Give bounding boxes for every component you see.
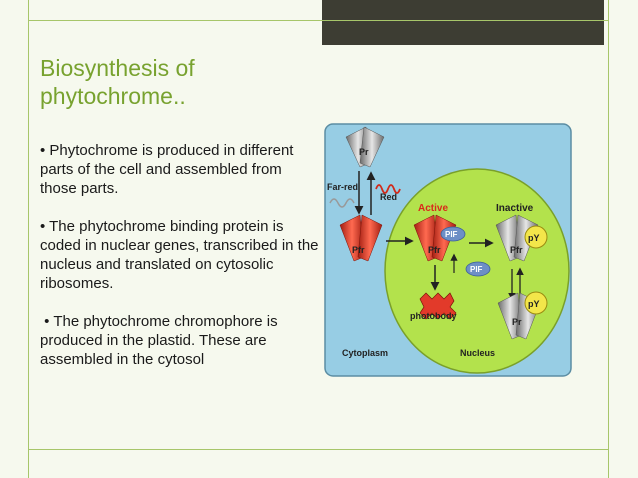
slide-title: Biosynthesis of phytochrome..	[40, 55, 195, 109]
pfr-mid-label: Pfr	[428, 245, 441, 255]
pr-bottom-label: Pr	[512, 317, 522, 327]
pfr-right-label: Pfr	[510, 245, 523, 255]
cytoplasm-label: Cytoplasm	[342, 348, 389, 358]
photobody-label: photobody	[410, 311, 457, 321]
nucleus-label: Nucleus	[460, 348, 496, 358]
slide-body	[40, 141, 320, 388]
red-label: Red	[380, 192, 398, 202]
phytochrome-diagram	[324, 123, 572, 377]
py-top-label: pY	[528, 233, 540, 243]
border-bottom	[28, 449, 608, 450]
pr-top-label: Pr	[359, 147, 369, 157]
pif-bottom-label: PIF	[470, 265, 483, 274]
border-left	[28, 0, 29, 478]
corner-decoration	[322, 0, 604, 45]
bullet-3: • The phytochrome chromophore is produced in the plastid. These are assembled in the cytosol	[40, 313, 282, 368]
pif-top-label: PIF	[445, 230, 458, 239]
border-right	[608, 0, 609, 478]
inactive-label: Inactive	[496, 203, 534, 214]
py-bottom-label: pY	[528, 299, 540, 309]
active-label: Active	[418, 203, 449, 214]
bullet-1: • Phytochrome is produced in different parts of the cell and assembled from those parts.	[40, 142, 294, 197]
border-top	[28, 20, 608, 21]
pfr-left-label: Pfr	[352, 245, 365, 255]
bullet-2: • The phytochrome binding protein is coded in nuclear genes, transcribed in the nucleus and translated on cytosolic ribosomes.	[40, 218, 319, 292]
far-red-label: Far-red	[327, 182, 359, 192]
